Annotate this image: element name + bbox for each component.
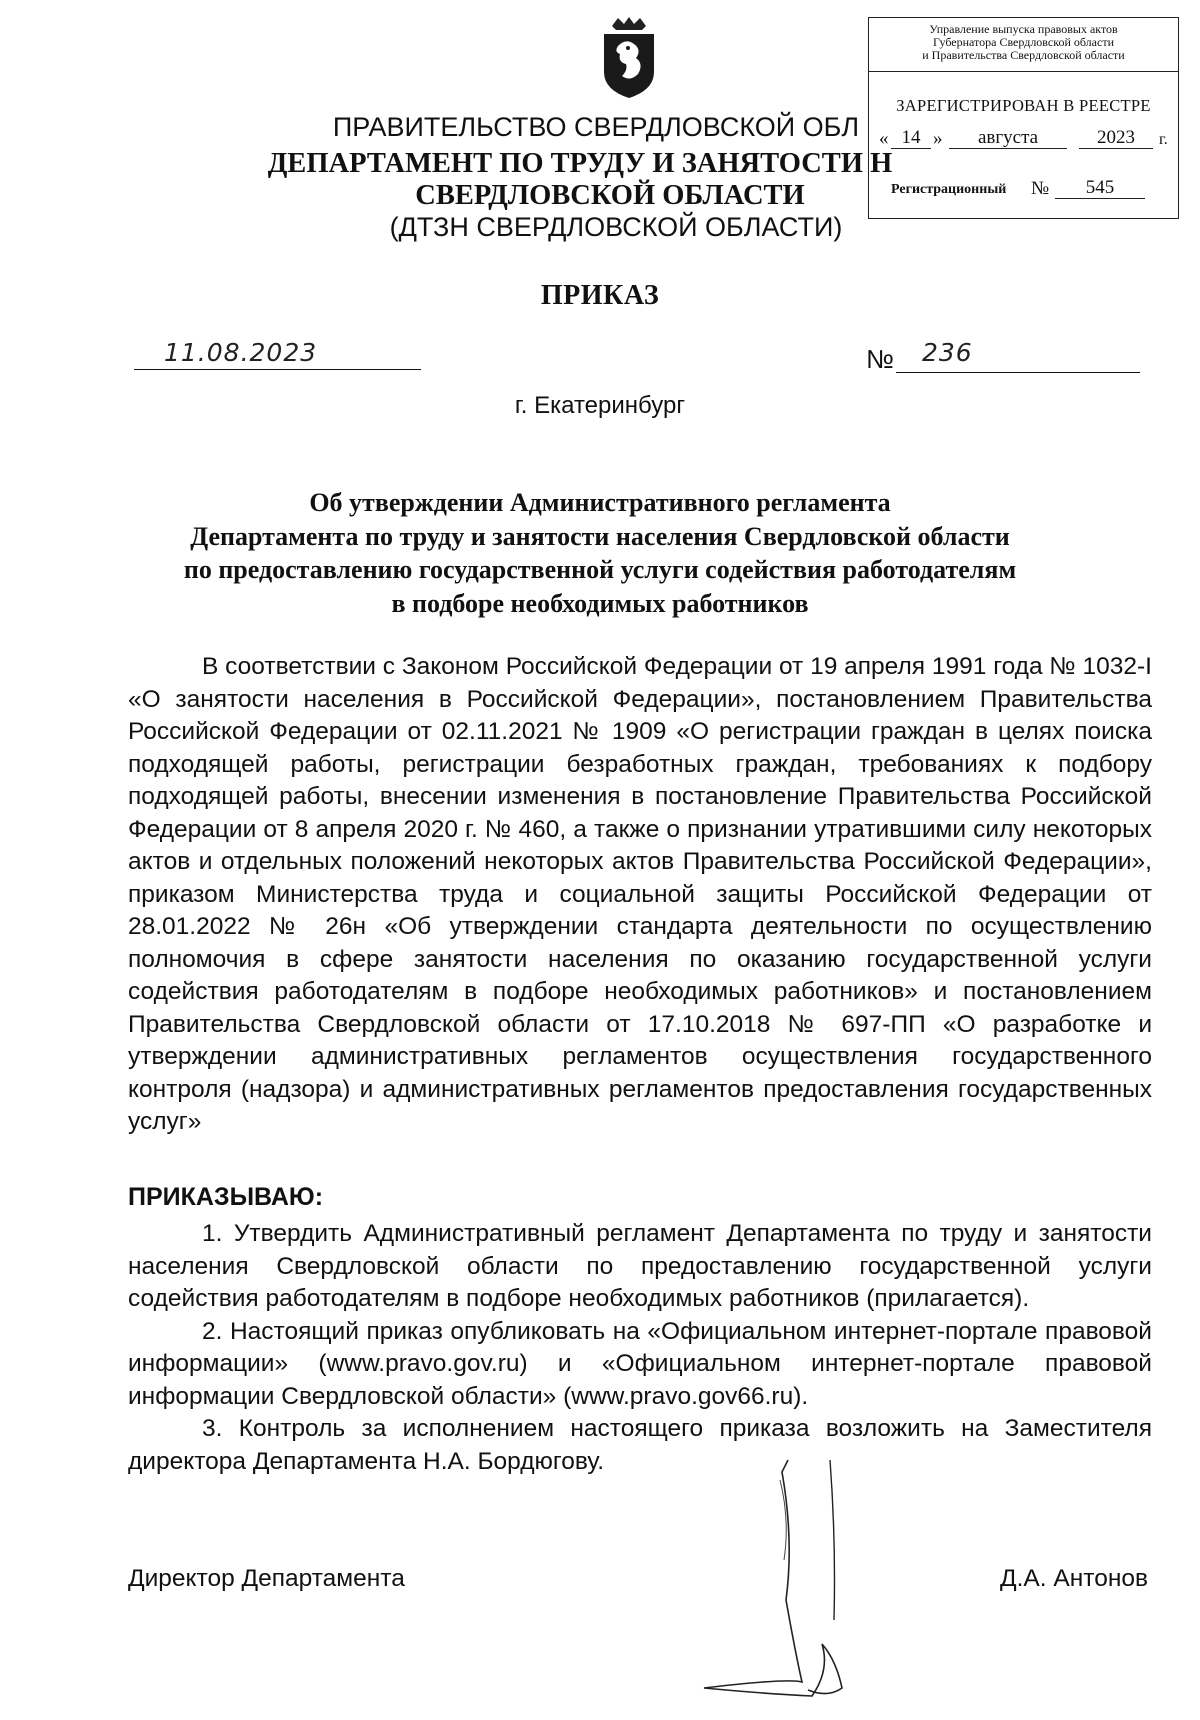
stamp-day: 14	[891, 128, 931, 149]
document-title	[0, 486, 1200, 620]
stamp-number: 545	[1055, 178, 1145, 199]
title-line: Департамента по труду и занятости населения Свердловской области	[190, 521, 1010, 551]
order-item: 2. Настоящий приказ опубликовать на «Официальном интернет-портале правовой информации» (www.pravo.gov.ru) и «Официальном интернет-портале правовой информации Свердловской области» (www.pravo.gov66.ru).	[128, 1317, 1152, 1410]
document-type: ПРИКАЗ	[540, 280, 660, 311]
stamp-year: 2023	[1079, 128, 1153, 149]
title-line: в подборе необходимых работников	[391, 588, 809, 618]
government-header: ПРАВИТЕЛЬСТВО СВЕРДЛОВСКОЙ ОБЛ	[332, 112, 860, 142]
stamp-header-line: Губернатора Свердловской области	[933, 35, 1114, 49]
stamp-quote: »	[933, 128, 943, 149]
coat-of-arms-emblem	[598, 16, 660, 100]
stamp-header-line: и Правительства Свердловской области	[922, 48, 1125, 62]
department-header-line2: СВЕРДЛОВСКОЙ ОБЛАСТИ	[415, 180, 805, 211]
signatory-position: Директор Департамента	[128, 1565, 405, 1592]
title-line: по предоставлению государственной услуги содействия работодателям	[183, 555, 1017, 584]
preamble-paragraph: В соответствии с Законом Российской Федерации от 19 апреля 1991 года № 1032-I «О занятости населения в Российской Федерации», постановлением Правительства Российской Федерации от 02.11.2021 № 1909 «О регистрации граждан в целях поиска подходящей работы, регистрации безработных граждан, требованиях к подбору подходящей работы, внесении изменения в постановление Правительства Российской Федерации от 8 апреля 2020 г. № 460, а также о признании утратившими силу некоторых актов и отдельных положений некоторых актов Правительства Российской Федерации», приказом Министерства труда и социальной защиты Российской Федерации от 28.01.2022 № 26н «Об утверждении стандарта деятельности по осуществлению полномочия в сфере занятости населения по оказанию государственной услуги содействия работодателям в подборе необходимых работников» и постановлением Правительства Свердловской области от 17.10.2018 № 697-ПП «О разработке и утверждении административных регламентов осуществления государственного контроля (надзора) и административных регламентов предоставления государственных услуг»	[128, 653, 1152, 1135]
number-sign: №	[866, 344, 894, 374]
stamp-registered-label: ЗАРЕГИСТРИРОВАН В РЕЕСТРЕ	[896, 96, 1151, 115]
order-item: 3. Контроль за исполнением настоящего приказа возложить на Заместителя директора Департамента Н.А. Бордюгову.	[128, 1415, 1152, 1475]
stamp-header-line: Управление выпуска правовых актов	[929, 22, 1118, 36]
date-underline	[134, 369, 421, 370]
stamp-header	[869, 18, 1178, 72]
handwritten-date: 11.08.2023	[164, 338, 318, 367]
signatory-name: Д.А. Антонов	[1000, 1565, 1148, 1592]
title-line: Об утверждении Административного регламента	[309, 488, 891, 517]
stamp-number-sign: №	[1031, 178, 1050, 199]
orders-label: ПРИКАЗЫВАЮ:	[128, 1183, 324, 1211]
handwritten-signature	[670, 1420, 930, 1720]
stamp-year-suffix: г.	[1159, 131, 1168, 148]
order-items	[128, 1218, 1152, 1478]
order-item: 1. Утвердить Административный регламент Департамента по труду и занятости населения Свердловской области по предоставлению государственной услуги содействия работодателям в подборе необходимых работников (прилагается).	[128, 1220, 1152, 1312]
stamp-reg-label: Регистрационный	[891, 182, 1007, 197]
handwritten-number: 236	[922, 338, 973, 367]
city: г. Екатеринбург	[514, 392, 686, 419]
number-underline	[896, 372, 1140, 373]
stamp-quote: «	[879, 128, 889, 149]
stamp-month: августа	[949, 128, 1067, 149]
department-abbreviation: (ДТЗН СВЕРДЛОВСКОЙ ОБЛАСТИ)	[389, 212, 843, 242]
department-header-line1: ДЕПАРТАМЕНТ ПО ТРУДУ И ЗАНЯТОСТИ Н	[267, 148, 893, 179]
